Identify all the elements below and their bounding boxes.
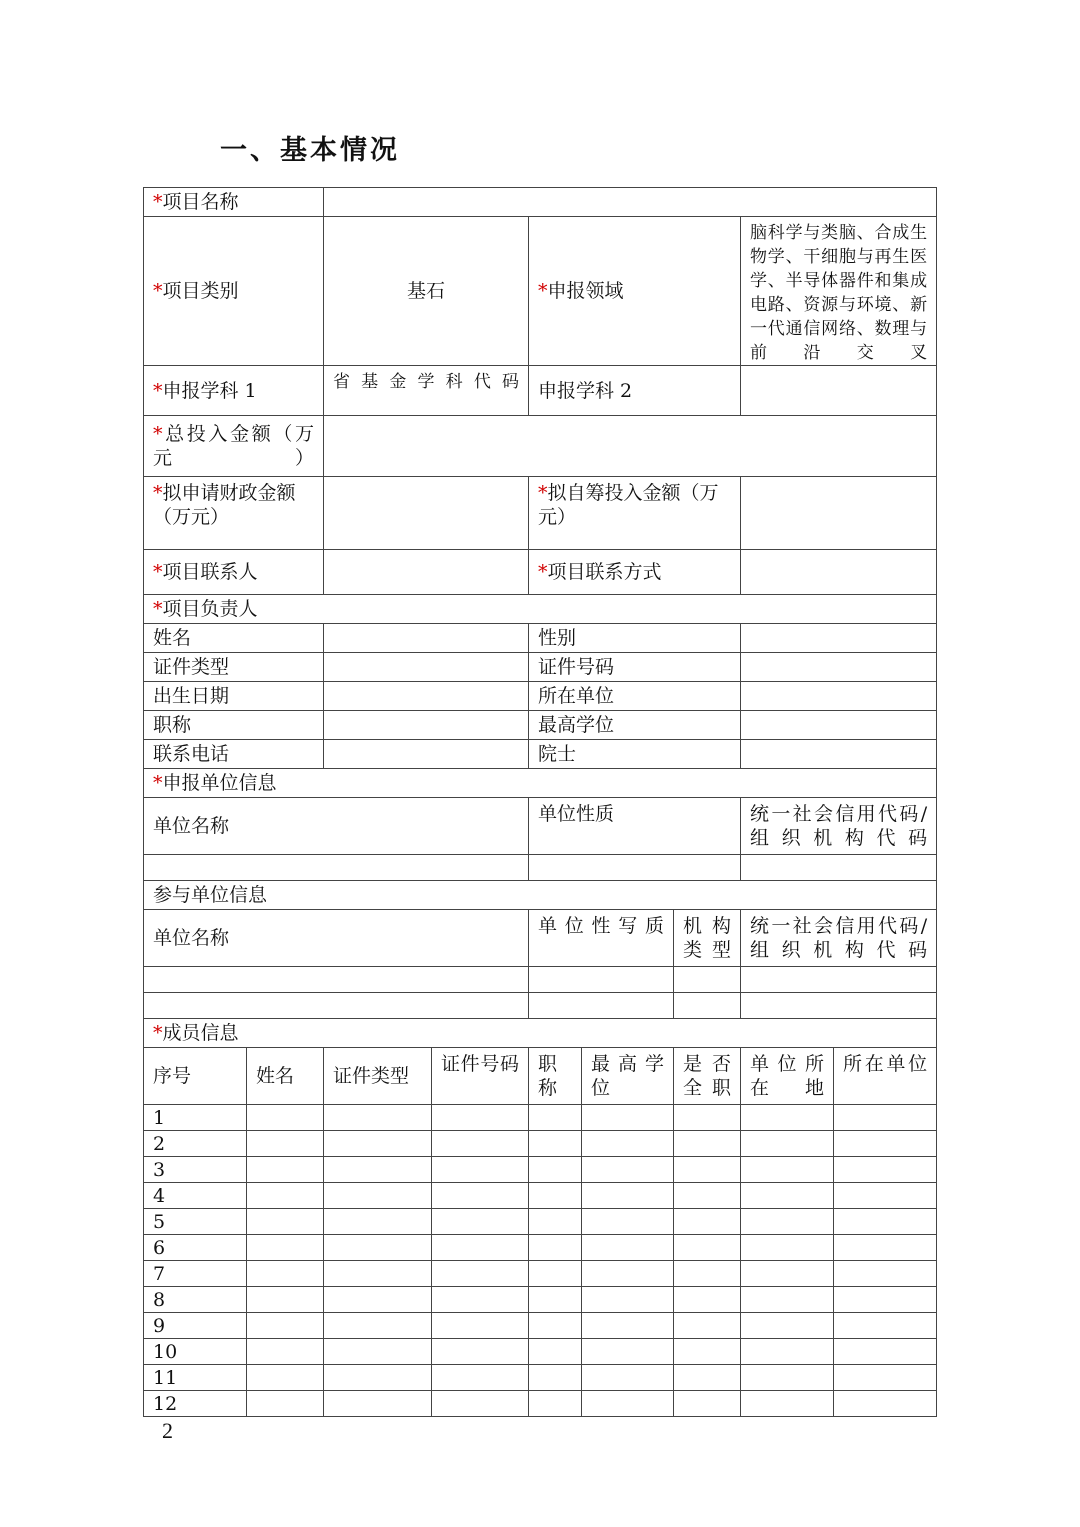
member-cell[interactable] bbox=[674, 1287, 741, 1313]
apply-domain-value[interactable]: 脑科学与类脑、合成生物学、干细胞与再生医学、半导体器件和集成电路、资源与环境、新一代通信网络、数理与前沿交叉 bbox=[741, 217, 937, 366]
leader-section-title: *项目负责人 bbox=[144, 595, 937, 624]
member-rows bbox=[144, 1105, 937, 1417]
member-cell[interactable] bbox=[247, 1209, 324, 1235]
participant-unit-row bbox=[144, 993, 937, 1019]
member-cell[interactable] bbox=[324, 1391, 432, 1417]
member-cell[interactable] bbox=[674, 1339, 741, 1365]
member-cell[interactable] bbox=[582, 1235, 674, 1261]
participant-unit-type-header: 机构类型 bbox=[674, 910, 741, 967]
member-index: 7 bbox=[144, 1261, 247, 1287]
basic-info-table bbox=[143, 187, 937, 1417]
required-mark: * bbox=[153, 191, 163, 213]
member-index: 5 bbox=[144, 1209, 247, 1235]
member-cell[interactable] bbox=[674, 1131, 741, 1157]
leader-field-label: 出生日期 bbox=[144, 682, 324, 711]
member-cell[interactable] bbox=[674, 1313, 741, 1339]
member-cell[interactable] bbox=[247, 1235, 324, 1261]
member-row bbox=[144, 1287, 937, 1313]
member-col-header: 是否全职 bbox=[674, 1048, 741, 1105]
member-cell[interactable] bbox=[741, 1313, 834, 1339]
member-row bbox=[144, 1261, 937, 1287]
participant-unit-name-header: 单位名称 bbox=[144, 910, 529, 967]
leader-field-value[interactable] bbox=[324, 711, 529, 740]
member-cell[interactable] bbox=[582, 1339, 674, 1365]
required-mark: * bbox=[153, 772, 163, 794]
member-cell[interactable] bbox=[834, 1365, 937, 1391]
member-row bbox=[144, 1339, 937, 1365]
member-cell[interactable] bbox=[529, 1157, 582, 1183]
member-cell[interactable] bbox=[247, 1131, 324, 1157]
member-cell[interactable] bbox=[834, 1183, 937, 1209]
project-category-label: *项目类别 bbox=[144, 217, 324, 366]
member-row bbox=[144, 1131, 937, 1157]
leader-field-value[interactable] bbox=[741, 624, 937, 653]
member-cell[interactable] bbox=[582, 1131, 674, 1157]
leader-field-label: 性别 bbox=[529, 624, 741, 653]
member-cell[interactable] bbox=[324, 1157, 432, 1183]
leader-field-label: 姓名 bbox=[144, 624, 324, 653]
member-cell[interactable] bbox=[529, 1287, 582, 1313]
member-cell[interactable] bbox=[324, 1235, 432, 1261]
member-cell[interactable] bbox=[582, 1287, 674, 1313]
member-row bbox=[144, 1157, 937, 1183]
member-cell[interactable] bbox=[529, 1209, 582, 1235]
leader-field-value[interactable] bbox=[741, 682, 937, 711]
member-cell[interactable] bbox=[324, 1313, 432, 1339]
member-cell[interactable] bbox=[324, 1339, 432, 1365]
member-col-header: 最高学位 bbox=[582, 1048, 674, 1105]
section-heading: 一、基本情况 bbox=[220, 135, 400, 166]
member-cell[interactable] bbox=[529, 1313, 582, 1339]
member-cell[interactable] bbox=[834, 1209, 937, 1235]
subject1-label: *申报学科 1 bbox=[144, 366, 324, 416]
member-cell[interactable] bbox=[432, 1209, 529, 1235]
member-cell[interactable] bbox=[432, 1339, 529, 1365]
leader-field-value[interactable] bbox=[324, 624, 529, 653]
member-cell[interactable] bbox=[529, 1391, 582, 1417]
applicant-unit-nature-header: 单位性质 bbox=[529, 798, 741, 855]
member-cell[interactable] bbox=[247, 1313, 324, 1339]
member-cell[interactable] bbox=[529, 1339, 582, 1365]
member-cell[interactable] bbox=[741, 1261, 834, 1287]
member-cell[interactable] bbox=[582, 1105, 674, 1131]
required-mark: * bbox=[153, 379, 163, 402]
self-amount-label: *拟自筹投入金额（万元） bbox=[529, 477, 741, 550]
member-cell[interactable] bbox=[324, 1209, 432, 1235]
member-cell[interactable] bbox=[247, 1365, 324, 1391]
leader-row bbox=[144, 624, 937, 653]
required-mark: * bbox=[153, 280, 163, 302]
member-cell[interactable] bbox=[582, 1261, 674, 1287]
member-row bbox=[144, 1105, 937, 1131]
member-cell[interactable] bbox=[324, 1183, 432, 1209]
member-col-header: 姓名 bbox=[247, 1048, 324, 1105]
member-cell[interactable] bbox=[247, 1339, 324, 1365]
member-index: 9 bbox=[144, 1313, 247, 1339]
member-cell[interactable] bbox=[432, 1131, 529, 1157]
member-cell[interactable] bbox=[674, 1235, 741, 1261]
member-index: 2 bbox=[144, 1131, 247, 1157]
member-cell[interactable] bbox=[834, 1261, 937, 1287]
leader-field-label: 证件类型 bbox=[144, 653, 324, 682]
member-cell[interactable] bbox=[582, 1313, 674, 1339]
leader-field-label: 最高学位 bbox=[529, 711, 741, 740]
leader-row bbox=[144, 653, 937, 682]
member-cell[interactable] bbox=[247, 1105, 324, 1131]
page-number: 2 bbox=[162, 1418, 173, 1443]
member-cell[interactable] bbox=[741, 1157, 834, 1183]
member-cell[interactable] bbox=[741, 1105, 834, 1131]
member-index: 11 bbox=[144, 1365, 247, 1391]
member-cell[interactable] bbox=[432, 1157, 529, 1183]
member-cell[interactable] bbox=[741, 1209, 834, 1235]
member-cell[interactable] bbox=[741, 1391, 834, 1417]
member-cell[interactable] bbox=[432, 1313, 529, 1339]
contact-person-label: *项目联系人 bbox=[144, 550, 324, 595]
member-cell[interactable] bbox=[741, 1287, 834, 1313]
member-cell[interactable] bbox=[741, 1365, 834, 1391]
member-cell[interactable] bbox=[834, 1105, 937, 1131]
member-cell[interactable] bbox=[432, 1287, 529, 1313]
member-index: 6 bbox=[144, 1235, 247, 1261]
member-cell[interactable] bbox=[432, 1105, 529, 1131]
member-cell[interactable] bbox=[247, 1157, 324, 1183]
member-col-header: 序号 bbox=[144, 1048, 247, 1105]
member-cell[interactable] bbox=[741, 1235, 834, 1261]
member-index: 10 bbox=[144, 1339, 247, 1365]
member-cell[interactable] bbox=[529, 1131, 582, 1157]
fiscal-amount-label: *拟申请财政金额（万元） bbox=[144, 477, 324, 550]
member-col-header: 职称 bbox=[529, 1048, 582, 1105]
member-cell[interactable] bbox=[582, 1209, 674, 1235]
required-mark: * bbox=[538, 561, 548, 583]
member-cell[interactable] bbox=[834, 1391, 937, 1417]
leader-field-value[interactable] bbox=[741, 711, 937, 740]
required-mark: * bbox=[153, 561, 163, 583]
total-investment-label: *总投入金额（万元） bbox=[144, 416, 324, 477]
required-mark: * bbox=[153, 482, 163, 504]
member-cell[interactable] bbox=[834, 1235, 937, 1261]
self-amount-value[interactable] bbox=[741, 477, 937, 550]
member-cell[interactable] bbox=[324, 1261, 432, 1287]
member-cell[interactable] bbox=[582, 1391, 674, 1417]
member-cell[interactable] bbox=[834, 1313, 937, 1339]
apply-domain-label: *申报领域 bbox=[529, 217, 741, 366]
required-mark: * bbox=[153, 598, 163, 620]
member-row bbox=[144, 1183, 937, 1209]
member-col-header: 单位所在地 bbox=[741, 1048, 834, 1105]
project-name-value[interactable] bbox=[324, 188, 937, 217]
subject-code-label: 省基金学科代码 bbox=[324, 366, 529, 416]
member-cell[interactable] bbox=[674, 1365, 741, 1391]
member-index: 3 bbox=[144, 1157, 247, 1183]
member-row bbox=[144, 1235, 937, 1261]
leader-row bbox=[144, 682, 937, 711]
member-cell[interactable] bbox=[834, 1339, 937, 1365]
leader-field-label: 职称 bbox=[144, 711, 324, 740]
leader-field-label: 证件号码 bbox=[529, 653, 741, 682]
leader-field-label: 联系电话 bbox=[144, 740, 324, 769]
leader-field-value[interactable] bbox=[741, 653, 937, 682]
member-cell[interactable] bbox=[432, 1365, 529, 1391]
member-cell[interactable] bbox=[741, 1183, 834, 1209]
member-cell[interactable] bbox=[247, 1183, 324, 1209]
project-category-value[interactable]: 基石 bbox=[324, 217, 529, 366]
member-index: 12 bbox=[144, 1391, 247, 1417]
participant-unit-credit-header: 统一社会信用代码/组织机构代码 bbox=[741, 910, 937, 967]
members-header-row bbox=[144, 1048, 937, 1105]
member-cell[interactable] bbox=[529, 1235, 582, 1261]
member-cell[interactable] bbox=[582, 1157, 674, 1183]
members-section-title: *成员信息 bbox=[144, 1019, 937, 1048]
subject2-value[interactable] bbox=[741, 366, 937, 416]
member-row bbox=[144, 1313, 937, 1339]
member-cell[interactable] bbox=[529, 1183, 582, 1209]
member-cell[interactable] bbox=[432, 1261, 529, 1287]
required-mark: * bbox=[538, 482, 548, 504]
member-cell[interactable] bbox=[432, 1183, 529, 1209]
member-col-header: 所在单位 bbox=[834, 1048, 937, 1105]
member-cell[interactable] bbox=[432, 1391, 529, 1417]
member-col-header: 证件类型 bbox=[324, 1048, 432, 1105]
member-row bbox=[144, 1391, 937, 1417]
leader-field-label: 所在单位 bbox=[529, 682, 741, 711]
project-name-label: *项目名称 bbox=[144, 188, 324, 217]
contact-method-label: *项目联系方式 bbox=[529, 550, 741, 595]
member-cell[interactable] bbox=[582, 1183, 674, 1209]
leader-field-label: 院士 bbox=[529, 740, 741, 769]
member-cell[interactable] bbox=[582, 1365, 674, 1391]
member-row bbox=[144, 1209, 937, 1235]
member-cell[interactable] bbox=[834, 1157, 937, 1183]
fiscal-amount-value[interactable] bbox=[324, 477, 529, 550]
member-cell[interactable] bbox=[834, 1287, 937, 1313]
member-cell[interactable] bbox=[529, 1261, 582, 1287]
member-cell[interactable] bbox=[324, 1105, 432, 1131]
member-cell[interactable] bbox=[674, 1261, 741, 1287]
participant-unit-row bbox=[144, 967, 937, 993]
required-mark: * bbox=[153, 423, 163, 445]
applicant-unit-credit-header: 统一社会信用代码/组织机构代码 bbox=[741, 798, 937, 855]
member-cell[interactable] bbox=[529, 1365, 582, 1391]
member-cell[interactable] bbox=[247, 1391, 324, 1417]
member-cell[interactable] bbox=[674, 1391, 741, 1417]
member-cell[interactable] bbox=[324, 1287, 432, 1313]
applicant-unit-name-header: 单位名称 bbox=[144, 798, 529, 855]
member-cell[interactable] bbox=[674, 1183, 741, 1209]
member-cell[interactable] bbox=[432, 1235, 529, 1261]
leader-field-value[interactable] bbox=[324, 740, 529, 769]
member-index: 4 bbox=[144, 1183, 247, 1209]
required-mark: * bbox=[538, 280, 548, 302]
member-cell[interactable] bbox=[741, 1131, 834, 1157]
contact-person-value[interactable] bbox=[324, 550, 529, 595]
applicant-unit-row bbox=[144, 855, 937, 881]
leader-field-value[interactable] bbox=[741, 740, 937, 769]
member-cell[interactable] bbox=[247, 1287, 324, 1313]
required-mark: * bbox=[153, 1022, 163, 1044]
member-cell[interactable] bbox=[324, 1365, 432, 1391]
leader-row bbox=[144, 740, 937, 769]
member-cell[interactable] bbox=[324, 1131, 432, 1157]
member-cell[interactable] bbox=[674, 1157, 741, 1183]
leader-field-value[interactable] bbox=[324, 682, 529, 711]
subject2-label: 申报学科 2 bbox=[529, 366, 741, 416]
member-cell[interactable] bbox=[674, 1209, 741, 1235]
member-index: 8 bbox=[144, 1287, 247, 1313]
leader-field-value[interactable] bbox=[324, 653, 529, 682]
applicant-unit-section-title: *申报单位信息 bbox=[144, 769, 937, 798]
member-col-header: 证件号码 bbox=[432, 1048, 529, 1105]
member-row bbox=[144, 1365, 937, 1391]
participant-unit-nature-header: 单位性写质 bbox=[529, 910, 674, 967]
member-cell[interactable] bbox=[834, 1131, 937, 1157]
member-cell[interactable] bbox=[529, 1105, 582, 1131]
participant-unit-section-title: 参与单位信息 bbox=[144, 881, 937, 910]
member-cell[interactable] bbox=[674, 1105, 741, 1131]
total-investment-value[interactable] bbox=[324, 416, 937, 477]
member-cell[interactable] bbox=[247, 1261, 324, 1287]
leader-row bbox=[144, 711, 937, 740]
member-cell[interactable] bbox=[741, 1339, 834, 1365]
contact-method-value[interactable] bbox=[741, 550, 937, 595]
member-index: 1 bbox=[144, 1105, 247, 1131]
